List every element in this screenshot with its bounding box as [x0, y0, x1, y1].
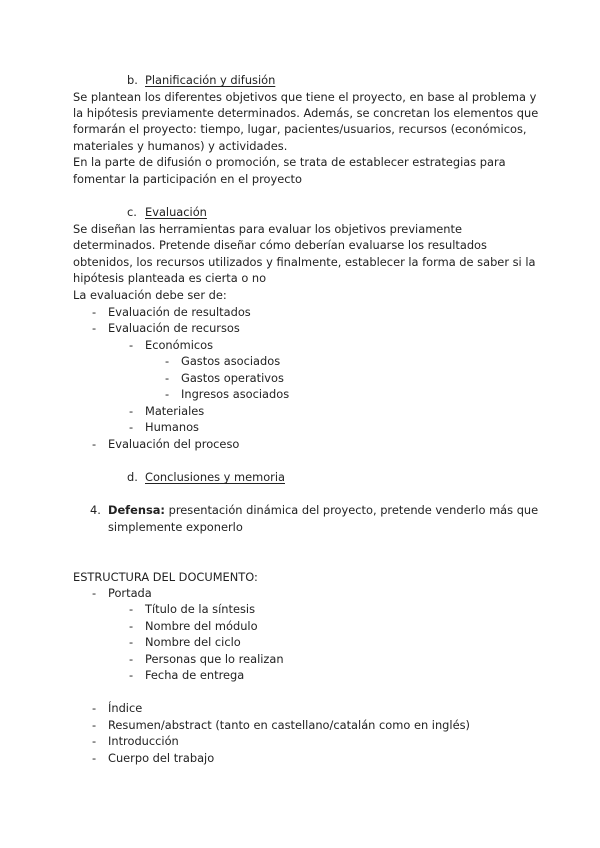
- dash-bullet: -: [129, 404, 134, 418]
- paragraph-line: determinados. Pretende diseñar cómo deberían evaluarse los resultados: [73, 238, 487, 252]
- paragraph-line: la hipótesis previamente determinados. Además, se concretan los elementos que: [73, 106, 539, 120]
- defensa-label: Defensa:: [108, 503, 165, 517]
- paragraph-line: hipótesis planteada es cierta o no: [73, 271, 267, 285]
- dash-bullet: -: [92, 437, 97, 451]
- paragraph-line: fomentar la participación en el proyecto: [73, 172, 302, 186]
- dash-bullet: -: [129, 420, 134, 434]
- dash-bullet: -: [92, 321, 97, 335]
- dash-bullet: -: [165, 354, 170, 368]
- list-item: Portada: [108, 586, 152, 600]
- list-item: Ingresos asociados: [181, 387, 290, 401]
- dash-bullet: -: [165, 371, 170, 385]
- list-item: Resumen/abstract (tanto en castellano/catalán como en inglés): [108, 718, 470, 732]
- paragraph-line: materiales y humanos) y actividades.: [73, 139, 288, 153]
- dash-bullet: -: [129, 652, 134, 666]
- list-item: Introducción: [108, 734, 179, 748]
- list-item: Gastos asociados: [181, 354, 281, 368]
- list-item: Nombre del ciclo: [145, 635, 241, 649]
- heading-planificacion: Planificación y difusión: [145, 73, 276, 87]
- paragraph-line: Se plantean los diferentes objetivos que tiene el proyecto, en base al problema y: [73, 90, 537, 104]
- list-marker-d: d.: [127, 470, 138, 484]
- list-item: Índice: [108, 701, 143, 715]
- paragraph-line: Se diseñan las herramientas para evaluar los objetivos previamente: [73, 222, 462, 236]
- list-item: Fecha de entrega: [145, 668, 245, 682]
- list-item: Económicos: [145, 338, 214, 352]
- estructura-title: ESTRUCTURA DEL DOCUMENTO:: [73, 570, 258, 584]
- list-marker-c: c.: [127, 205, 137, 219]
- defensa-line: [108, 503, 538, 518]
- dash-bullet: -: [165, 387, 170, 401]
- list-item: Evaluación de resultados: [108, 305, 251, 319]
- defensa-line-2: simplemente exponerlo: [108, 520, 243, 534]
- list-item: Cuerpo del trabajo: [108, 751, 215, 765]
- defensa-text: presentación dinámica del proyecto, pretende venderlo más que: [165, 503, 539, 517]
- paragraph-line: formarán el proyecto: tiempo, lugar, pacientes/usuarios, recursos (económicos,: [73, 122, 527, 136]
- list-item: Título de la síntesis: [145, 602, 256, 616]
- dash-bullet: -: [92, 718, 97, 732]
- list-marker-b: b.: [127, 73, 138, 87]
- paragraph-line: En la parte de difusión o promoción, se trata de establecer estrategias para: [73, 155, 506, 169]
- list-number-4: 4.: [90, 503, 101, 517]
- paragraph-line: La evaluación debe ser de:: [73, 288, 227, 302]
- list-item: Nombre del módulo: [145, 619, 258, 633]
- dash-bullet: -: [92, 701, 97, 715]
- list-item: Evaluación de recursos: [108, 321, 240, 335]
- list-item: Personas que lo realizan: [145, 652, 284, 666]
- dash-bullet: -: [92, 751, 97, 765]
- paragraph-line: obtenidos, los recursos utilizados y finalmente, establecer la forma de saber si la: [73, 255, 536, 269]
- dash-bullet: -: [129, 635, 134, 649]
- dash-bullet: -: [92, 305, 97, 319]
- dash-bullet: -: [129, 668, 134, 682]
- dash-bullet: -: [129, 619, 134, 633]
- list-item: Evaluación del proceso: [108, 437, 240, 451]
- list-item: Humanos: [145, 420, 199, 434]
- dash-bullet: -: [129, 602, 134, 616]
- dash-bullet: -: [129, 338, 134, 352]
- list-item: Materiales: [145, 404, 205, 418]
- dash-bullet: -: [92, 734, 97, 748]
- list-item: Gastos operativos: [181, 371, 284, 385]
- heading-evaluacion: Evaluación: [145, 205, 207, 219]
- heading-conclusiones: Conclusiones y memoria: [145, 470, 285, 484]
- dash-bullet: -: [92, 586, 97, 600]
